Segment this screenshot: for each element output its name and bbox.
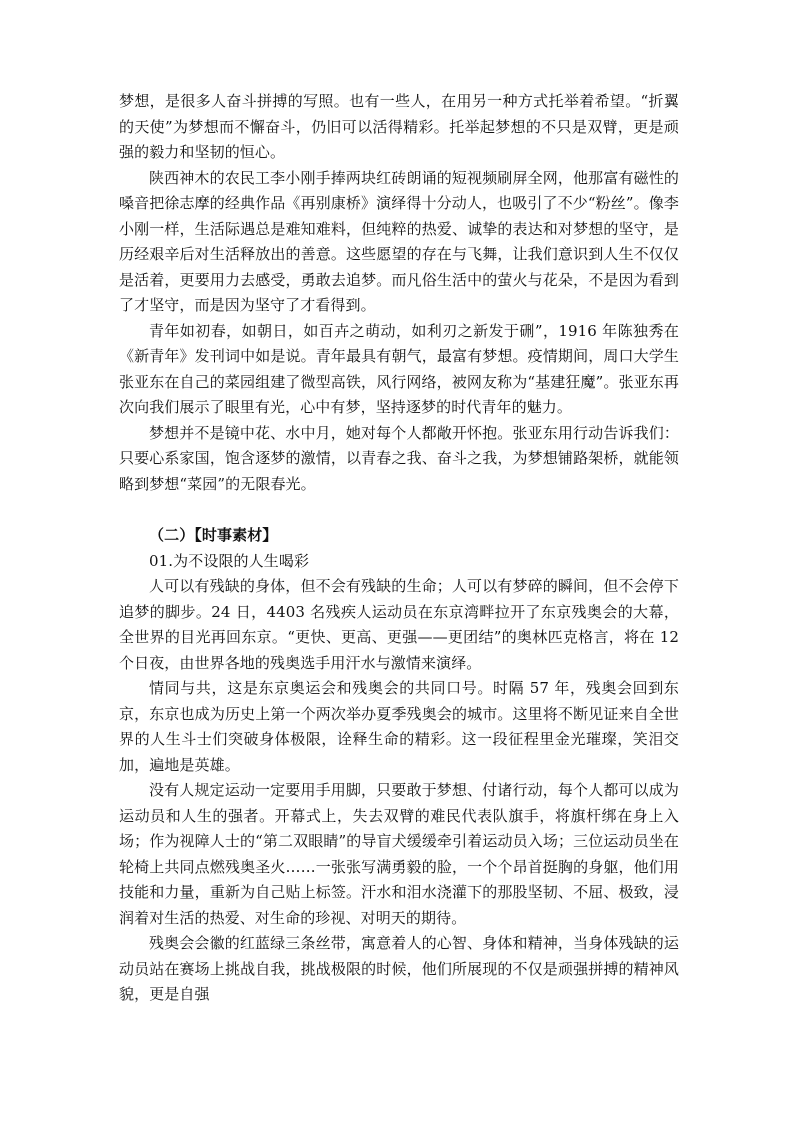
paragraph: 梦想并不是镜中花、水中月，她对每个人都敞开怀抱。张亚东用行动告诉我们：只要心系家国，饱含逐梦的激情，以青春之我、奋斗之我，为梦想铺路架桥，就能领略到梦想“菜园”的无限春光。: [119, 423, 679, 493]
paragraph: 情同与共，这是东京奥运会和残奥会的共同口号。时隔 57 年，残奥会回到东京，东京也成为历史上第一个两次举办夏季残奥会的城市。这里将不断见证来自全世界的人生斗士们突破身体极限，诠释生命的精彩。这一段征程里金光璀璨，笑泪交加，遍地是英雄。: [119, 679, 679, 774]
section-subheading: 01.为不设限的人生喝彩: [149, 551, 310, 570]
paragraph: 梦想，是很多人奋斗拼搏的写照。也有一些人，在用另一种方式托举着希望。“折翼的天使”为梦想而不懈奋斗，仍旧可以活得精彩。托举起梦想的不只是双臂，更是顽强的毅力和坚韧的恒心。: [119, 92, 679, 161]
section-heading: （二）【时事素材】: [149, 526, 278, 544]
document-page: [119, 89, 679, 1008]
paragraph: 陕西神木的农民工李小刚手捧两块红砖朗诵的短视频刷屏全网，他那富有磁性的嗓音把徐志摩的经典作品《再别康桥》演绎得十分动人，也吸引了不少“粉丝”。像李小刚一样，生活际遇总是难知难料，但纯粹的热爱、诚挚的表达和对梦想的坚守，是历经艰辛后对生活释放出的善意。这些愿望的存在与飞舞，让我们意识到人生不仅仅是活着，更要用力去感受，勇敢去追梦。而凡俗生活中的萤火与花朵，不是因为看到了才坚守，而是因为坚守了才看得到。: [119, 168, 679, 314]
paragraph: 没有人规定运动一定要用手用脚，只要敢于梦想、付诸行动，每个人都可以成为运动员和人生的强者。开幕式上，失去双臂的难民代表队旗手，将旗杆绑在身上入场；作为视障人士的“第二双眼睛”的导盲犬缓缓牵引着运动员入场；三位运动员坐在轮椅上共同点燃残奥圣火……一张张写满勇毅的脸，一个个昂首挺胸的身躯，他们用技能和力量，重新为自己贴上标签。汗水和泪水浇灌下的那股坚韧、不屈、极致，浸润着对生活的热爱、对生命的珍视、对明天的期待。: [119, 781, 679, 927]
paragraph: 残奥会会徽的红蓝绿三条丝带，寓意着人的心智、身体和精神，当身体残缺的运动员站在赛场上挑战自我，挑战极限的时候，他们所展现的不仅是顽强拼搏的精神风貌，更是自强: [119, 934, 679, 1003]
paragraph: 青年如初春，如朝日，如百卉之萌动，如利刃之新发于硎”，1916 年陈独秀在《新青年》发刊词中如是说。青年最具有朝气，最富有梦想。疫情期间，周口大学生张亚东在自己的菜园组建了微型高铁，风行网络，被网友称为“基建狂魔”。张亚东再次向我们展示了眼里有光，心中有梦，坚持逐梦的时代青年的魅力。: [119, 321, 679, 416]
paragraph: 人可以有残缺的身体，但不会有残缺的生命；人可以有梦碎的瞬间，但不会停下追梦的脚步。24 日，4403 名残疾人运动员在东京湾畔拉开了东京残奥会的大幕，全世界的目光再回东京。“更快、更高、更强——更团结”的奥林匹克格言，将在 12 个日夜，由世界各地的残奥选手用汗水与激情来演绎。: [119, 577, 679, 672]
